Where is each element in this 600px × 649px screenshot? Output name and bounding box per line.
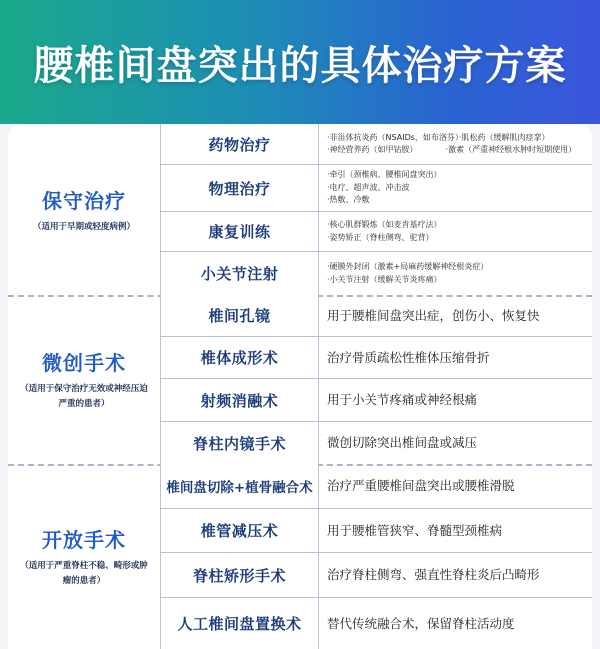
row-name: 脊柱矫形手术: [161, 553, 319, 597]
row-name: 椎管减压术: [161, 509, 319, 552]
row-desc: [327, 598, 584, 649]
desc-line: ·非甾体抗炎药（NSAIDs，如布洛芬）·肌松药（缓解肌肉痉挛）: [327, 132, 550, 142]
row-desc: [327, 553, 584, 597]
row-desc: [327, 337, 584, 378]
row-name: 射频消融术: [161, 379, 319, 421]
desc-line: 用于腰椎管狭窄、脊髓型颈椎病: [327, 522, 503, 538]
desc-line: 治疗骨质疏松性椎体压缩骨折: [327, 349, 490, 365]
desc-line: 治疗严重腰椎间盘突出或腰椎滑脱: [327, 478, 515, 493]
category-cell: [8, 295, 160, 464]
row-name: 椎体成形术: [161, 337, 319, 378]
header-banner: [0, 0, 600, 124]
desc-line: ·姿势矫正（脊柱侧弯、驼背）: [327, 232, 434, 242]
desc-line: ·核心肌群锻炼（如麦肯基疗法）: [327, 220, 442, 229]
section-minimally-invasive: [8, 295, 592, 464]
page-title: 腰椎间盘突出的具体治疗方案: [33, 43, 567, 89]
table-row: [160, 295, 592, 337]
treatment-table: [8, 124, 592, 649]
row-name: 康复训练: [161, 212, 319, 251]
row-desc: [327, 379, 584, 421]
table-row: [160, 379, 592, 422]
row-desc: [327, 165, 584, 211]
row-name: 药物治疗: [161, 124, 319, 164]
row-name: 椎间孔镜: [161, 295, 319, 336]
row-name: 物理治疗: [161, 165, 319, 211]
table-row: [160, 252, 592, 295]
table-row: [160, 598, 592, 649]
desc-line: ·神经营养药（如甲钴胺） ·激素（严重神经根水肿时短期使用）: [327, 145, 577, 154]
table-row: [160, 212, 592, 252]
category-title: 微创手术: [42, 351, 126, 375]
table-row: [160, 124, 592, 165]
row-desc: [327, 124, 584, 164]
section-open-surgery: [8, 464, 592, 649]
category-cell: [8, 464, 160, 649]
row-name: 人工椎间盘置换术: [161, 598, 319, 649]
desc-line: ·电疗、超声波、冲击波: [327, 182, 410, 192]
category-title: 保守治疗: [42, 188, 126, 213]
desc-line: ·硬膜外封闭（激素+局麻药缓解神经根炎症）: [327, 262, 489, 271]
row-desc: [327, 295, 584, 336]
category-note: （适用于保守治疗无效或神经压迫严重的患者）: [20, 384, 148, 409]
row-name: 脊柱内镜手术: [161, 422, 319, 464]
desc-line: 治疗脊柱侧弯、强直性脊柱炎后凸畸形: [327, 567, 540, 582]
row-desc: [327, 252, 584, 295]
desc-line: 用于腰椎间盘突出症，创伤小、恢复快: [327, 307, 540, 323]
row-desc: [327, 464, 584, 508]
table-row: [160, 464, 592, 509]
table-row: [160, 165, 592, 212]
section-conservative: [8, 124, 592, 295]
desc-line: 用于小关节疼痛或神经根痛: [327, 392, 478, 407]
category-cell: [8, 124, 160, 295]
category-title: 开放手术: [42, 528, 126, 552]
table-row: [160, 422, 592, 464]
row-name: 小关节注射: [161, 252, 319, 295]
category-note: （适用于早期或轻度病例）: [32, 221, 135, 232]
desc-line: 替代传统融合术，保留脊柱活动度: [327, 615, 515, 631]
row-name: 椎间盘切除+植骨融合术: [161, 464, 319, 508]
category-note: （适用于严重脊柱不稳、畸形或肿瘤的患者）: [20, 561, 148, 586]
desc-line: ·小关节注射（缓解关节炎疼痛）: [327, 274, 442, 284]
row-desc: [327, 422, 584, 464]
table-row: [160, 553, 592, 598]
table-row: [160, 509, 592, 553]
row-desc: [327, 212, 584, 251]
desc-line: ·牵引（颈椎病、腰椎间盘突出）: [327, 170, 442, 180]
table-row: [160, 337, 592, 379]
desc-line: 微创切除突出椎间盘或减压: [327, 435, 478, 450]
desc-line: ·热敷、冷敷: [327, 195, 370, 205]
row-desc: [327, 509, 584, 552]
